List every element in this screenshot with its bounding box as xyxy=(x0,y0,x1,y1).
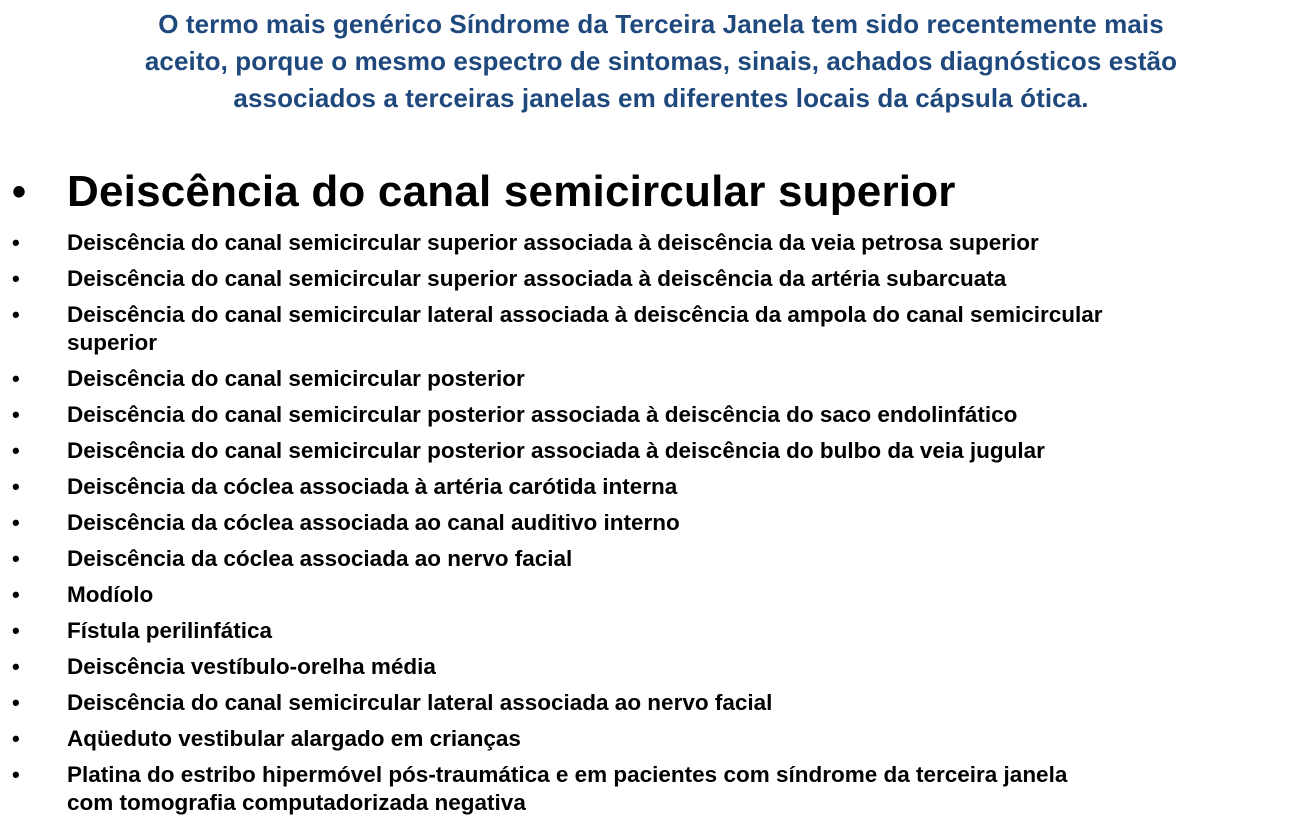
list-item xyxy=(12,229,1292,257)
list-item-text: Deiscência da cóclea associada ao nervo facial xyxy=(67,546,573,571)
list-item-text: Deiscência da cóclea associada ao canal auditivo interno xyxy=(67,510,680,535)
list-item xyxy=(12,581,1292,609)
list-item xyxy=(12,265,1292,293)
bullet-icon: • xyxy=(12,402,20,427)
main-list-item-text: Deiscência do canal semicircular superior xyxy=(67,167,956,216)
list-item-text: Fístula perilinfática xyxy=(67,618,273,643)
list-item xyxy=(12,509,1292,537)
list-item-text: Deiscência do canal semicircular posterior associada à deiscência do saco endolinfático xyxy=(67,402,1018,427)
bullet-icon: • xyxy=(12,266,20,291)
bullet-icon: • xyxy=(12,302,20,327)
list-item xyxy=(12,301,1292,357)
bullet-icon: • xyxy=(12,510,20,535)
list-item-text: Deiscência do canal semicircular lateral associada ao nervo facial xyxy=(67,690,773,715)
intro-paragraph xyxy=(40,6,1282,117)
list-item xyxy=(12,365,1292,393)
list-item xyxy=(12,761,1292,817)
list-item xyxy=(12,545,1292,573)
list-item-text: Deiscência do canal semicircular lateral associada à deiscência da ampola do canal semicircular superior xyxy=(67,302,1103,355)
list-item-text: Modíolo xyxy=(67,582,154,607)
bullet-icon: • xyxy=(12,546,20,571)
list-item-text: Platina do estribo hipermóvel pós-traumática e em pacientes com síndrome da terceira janela com tomografia computadorizada negativa xyxy=(67,762,1068,815)
bullet-icon: • xyxy=(12,690,20,715)
bullet-icon: • xyxy=(12,762,20,787)
bullet-icon: • xyxy=(12,618,20,643)
bullet-icon: • xyxy=(12,170,27,214)
list-item-text: Deiscência do canal semicircular superior associada à deiscência da artéria subarcuata xyxy=(67,266,1007,291)
bullet-icon: • xyxy=(12,474,20,499)
intro-line: associados a terceiras janelas em diferentes locais da cápsula ótica. xyxy=(233,83,1089,113)
list-item xyxy=(12,617,1292,645)
list-item-text: Aqüeduto vestibular alargado em crianças xyxy=(67,726,521,751)
intro-line: O termo mais genérico Síndrome da Terceira Janela tem sido recentemente mais xyxy=(158,9,1164,39)
list-item xyxy=(12,689,1292,717)
list-item xyxy=(12,437,1292,465)
list-item xyxy=(12,653,1292,681)
list-item xyxy=(12,401,1292,429)
list-item xyxy=(12,725,1292,753)
bullet-icon: • xyxy=(12,230,20,255)
main-list-item xyxy=(12,166,956,218)
list-item-text: Deiscência do canal semicircular posterior associada à deiscência do bulbo da veia jugular xyxy=(67,438,1045,463)
list-item xyxy=(12,473,1292,501)
bullet-icon: • xyxy=(12,654,20,679)
list-item-text: Deiscência do canal semicircular posterior xyxy=(67,366,525,391)
bullet-icon: • xyxy=(12,726,20,751)
bullet-icon: • xyxy=(12,366,20,391)
list-item-text: Deiscência do canal semicircular superior associada à deiscência da veia petrosa superior xyxy=(67,230,1039,255)
list-item-text: Deiscência vestíbulo-orelha média xyxy=(67,654,436,679)
list-item-text: Deiscência da cóclea associada à artéria carótida interna xyxy=(67,474,678,499)
bullet-icon: • xyxy=(12,438,20,463)
condition-list xyxy=(12,229,1292,825)
intro-line: aceito, porque o mesmo espectro de sintomas, sinais, achados diagnósticos estão xyxy=(144,46,1178,76)
bullet-icon: • xyxy=(12,582,20,607)
